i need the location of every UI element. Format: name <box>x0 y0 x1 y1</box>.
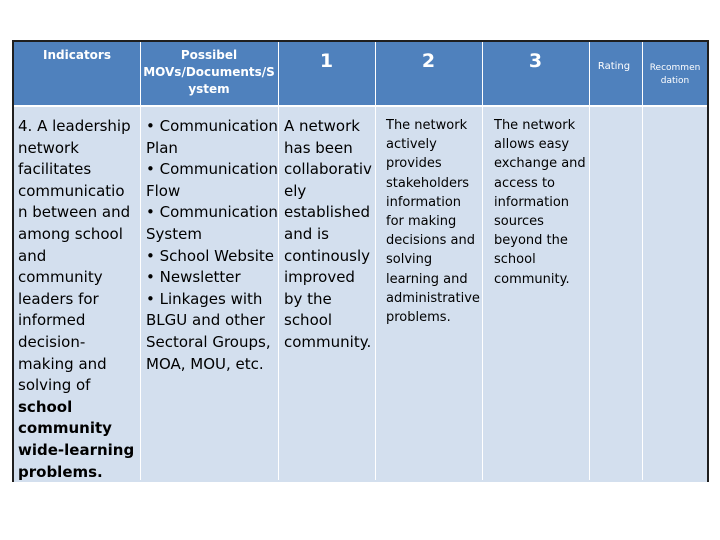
rating-cell[interactable] <box>589 105 642 482</box>
header-row <box>14 42 707 105</box>
header-level-2: 2 <box>421 50 436 72</box>
recommendation-cell[interactable] <box>642 105 708 482</box>
column-divider <box>589 42 590 480</box>
indicator-cell: 4. A leadership network facilitates communicatio n between and among school and community leaders for informed decision- making and solving of school community wide-learning problems. <box>18 117 135 481</box>
column-divider <box>140 42 141 480</box>
body-row <box>14 105 707 482</box>
column-divider <box>375 42 376 480</box>
column-divider <box>642 42 643 480</box>
column-divider <box>278 42 279 480</box>
movs-cell: • Communication Plan • Communication Flow • Communication System • School Website • Newsletter • Linkages with BLGU and other Sectoral Groups, MOA, MOU, etc. <box>146 117 278 373</box>
header-movs: Possibel MOVs/Documents/S ystem <box>143 48 275 96</box>
header-recommendation: Recommen dation <box>649 63 701 86</box>
level-3-cell: The network allows easy exchange and access to information sources beyond the school community. <box>494 118 586 287</box>
header-divider <box>14 105 707 107</box>
header-indicators: Indicators <box>43 48 111 62</box>
rubric-table <box>12 40 709 482</box>
header-level-3: 3 <box>528 50 543 72</box>
level-1-cell: A network has been collaborativ ely established and is continously improved by the school community. <box>284 117 372 351</box>
column-divider <box>482 42 483 480</box>
header-rating: Rating <box>597 61 631 72</box>
header-level-1: 1 <box>319 50 334 72</box>
level-2-cell: The network actively provides stakeholders information for making decisions and solving learning and administrative problems. <box>386 118 480 326</box>
